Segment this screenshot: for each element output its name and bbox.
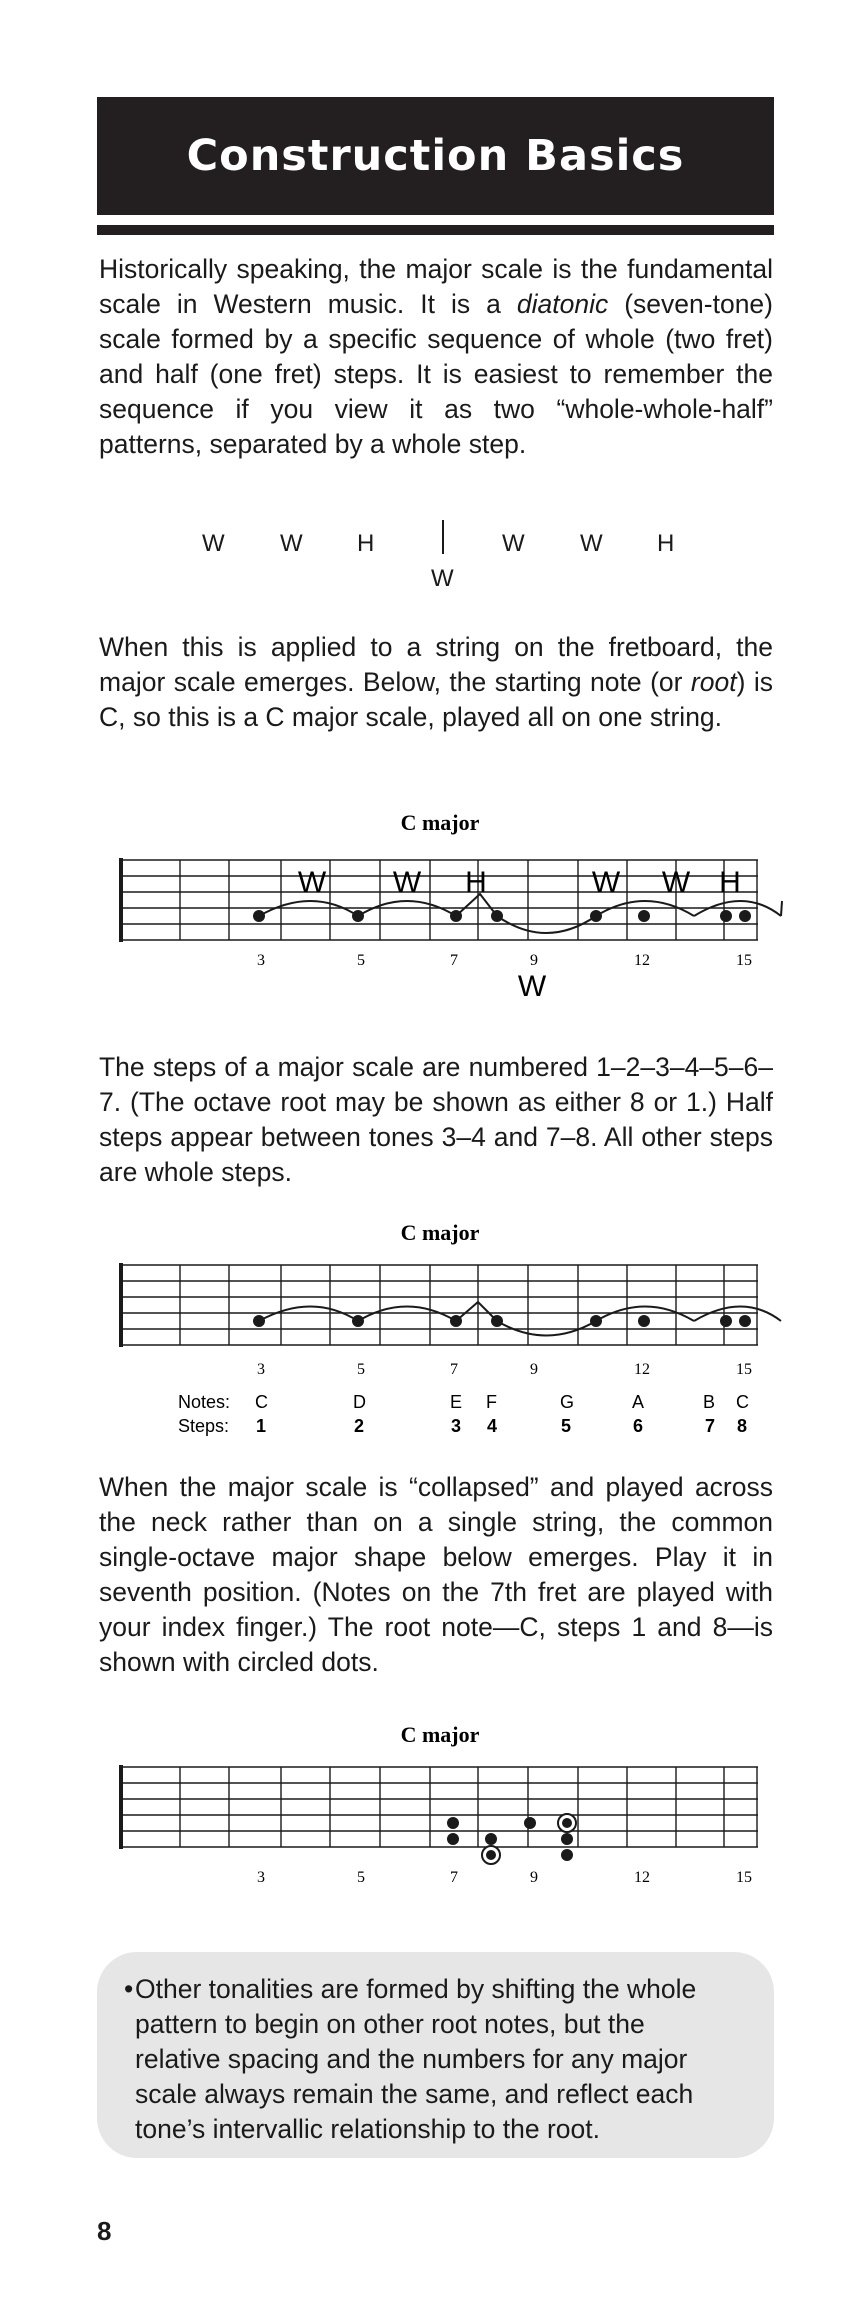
- fret-label: 9: [530, 1361, 538, 1378]
- fretboard-paragraph: [99, 630, 773, 735]
- fret-label: 3: [257, 1361, 265, 1378]
- intro-emphasis: diatonic: [516, 289, 609, 319]
- fret-label: 15: [736, 952, 752, 969]
- collapsed-paragraph: When the major scale is “collapsed” and played across the neck rather than on a single string, the common single-octave major shape below emerges. Play it in seventh position. (Notes on the 7th fret are played with your index finger.) The root note—C, steps 1 and 8—is shown with circled dots.: [99, 1472, 773, 1677]
- diagram1-step-label: W: [392, 866, 422, 899]
- fretboard-emphasis: root: [690, 667, 737, 697]
- diagram3-nut: [119, 1765, 123, 1849]
- pattern-separator: W: [431, 565, 454, 592]
- note-name: G: [560, 1392, 575, 1412]
- step-number: 2: [354, 1416, 365, 1436]
- fret-label: 7: [450, 1361, 458, 1378]
- notes-row-label: Notes:: [178, 1392, 231, 1412]
- page-number: 8: [97, 2216, 112, 2246]
- fret-label: 3: [257, 1869, 265, 1886]
- diagram3-note-dots: [447, 1817, 573, 1861]
- info-box-item: [124, 1972, 735, 2147]
- pattern-divider: [442, 520, 444, 554]
- diagram3-strings: [121, 1767, 758, 1847]
- fret-label: 12: [634, 952, 650, 969]
- fret-label: 5: [357, 1361, 365, 1378]
- diagram1-step-label: W: [661, 866, 691, 899]
- note-name: A: [632, 1392, 645, 1412]
- note-name: D: [353, 1392, 366, 1412]
- chapter-header: [97, 97, 774, 215]
- diagram2-frets: [180, 1265, 757, 1345]
- diagram1-fret-labels: [257, 952, 752, 969]
- intro-text-1: Historically speaking, the major scale is the fundamental scale in Western music. It is a: [99, 254, 773, 319]
- diagram2-caption: C major: [400, 1220, 480, 1245]
- note-name: E: [450, 1392, 463, 1412]
- diagram1-step-label: W: [517, 970, 547, 1003]
- step-number: 5: [561, 1416, 572, 1436]
- fret-label: 15: [736, 1361, 752, 1378]
- diagram3-frets: [180, 1767, 757, 1847]
- fretboard-text-1: When this is applied to a string on the fretboard, the major scale emerges. Below, the starting note (or: [99, 632, 773, 697]
- fret-label: 7: [450, 952, 458, 969]
- diagram2-nut: [119, 1263, 123, 1347]
- diagram3-fret-labels: [257, 1869, 752, 1886]
- step-number: 3: [451, 1416, 462, 1436]
- bullet-icon: •: [124, 1974, 134, 2004]
- pattern-step-2: W: [280, 530, 303, 557]
- fret-label: 7: [450, 1869, 458, 1886]
- pattern-step-5: W: [580, 530, 603, 557]
- diagram1-step-label: H: [465, 866, 487, 899]
- diagram1-step-label: H: [719, 866, 741, 899]
- diagram1-step-labels: [298, 866, 741, 1003]
- fretboard-text-2: ) is C, so this is a C major scale, played all on one string.: [99, 667, 773, 732]
- chapter-title: Construction Basics: [186, 131, 685, 181]
- fret-label: 12: [634, 1869, 650, 1886]
- diagram1-step-label: W: [297, 866, 327, 899]
- diagram1-step-arcs: [259, 894, 782, 933]
- pattern-step-3: H: [357, 530, 375, 557]
- diagram3-caption: C major: [400, 1722, 480, 1747]
- diagram2-step-arcs: [259, 1302, 781, 1336]
- diagram2-notes-row: [178, 1392, 749, 1412]
- note-name: F: [486, 1392, 497, 1412]
- steps-row-label: Steps:: [178, 1416, 230, 1436]
- step-number: 8: [737, 1416, 748, 1436]
- diagram2-strings: [121, 1265, 758, 1345]
- note-name: C: [255, 1392, 268, 1412]
- diagram1-step-label: W: [591, 866, 621, 899]
- pattern-step-6: H: [657, 530, 675, 557]
- header-rule: [97, 225, 774, 235]
- fretboard-diagram-2: [0, 1210, 864, 1450]
- fret-label: 12: [634, 1361, 650, 1378]
- fret-label: 5: [357, 952, 365, 969]
- diagram2-steps-row: [178, 1416, 747, 1436]
- step-number: 1: [256, 1416, 267, 1436]
- info-box: [97, 1952, 774, 2158]
- info-box-text: Other tonalities are formed by shifting the whole pattern to begin on other root notes, but the relative spacing and the numbers for any major scale always remain the same, and reflect each tone’s intervallic relationship to the root.: [135, 1974, 697, 2144]
- step-number: 7: [705, 1416, 716, 1436]
- steps-paragraph: The steps of a major scale are numbered 1–2–3–4–5–6–7. (The octave root may be shown as either 8 or 1.) Half steps appear between tones 3–4 and 7–8. All other steps are whole steps.: [99, 1052, 773, 1187]
- intro-paragraph: [99, 252, 773, 462]
- fretboard-diagram-1: [0, 800, 864, 1020]
- intro-text-2: (seven-tone) scale formed by a specific sequence of whole (two fret) and half (one fret) steps. It is easiest to remember the sequence if you view it as two “whole-whole-half” patterns, separated by a whole step.: [99, 289, 773, 459]
- pattern-step-4: W: [502, 530, 525, 557]
- diagram1-caption: C major: [400, 810, 480, 835]
- fret-label: 3: [257, 952, 265, 969]
- fretboard-diagram-3: [0, 1712, 864, 1892]
- diagram2-fret-labels: [257, 1361, 752, 1378]
- step-number: 6: [633, 1416, 644, 1436]
- note-name: B: [703, 1392, 716, 1412]
- pattern-step-1: W: [202, 530, 225, 557]
- fret-label: 5: [357, 1869, 365, 1886]
- diagram1-nut: [119, 858, 123, 942]
- fret-label: 9: [530, 952, 538, 969]
- fret-label: 9: [530, 1869, 538, 1886]
- fret-label: 15: [736, 1869, 752, 1886]
- step-number: 4: [487, 1416, 498, 1436]
- note-name: C: [736, 1392, 749, 1412]
